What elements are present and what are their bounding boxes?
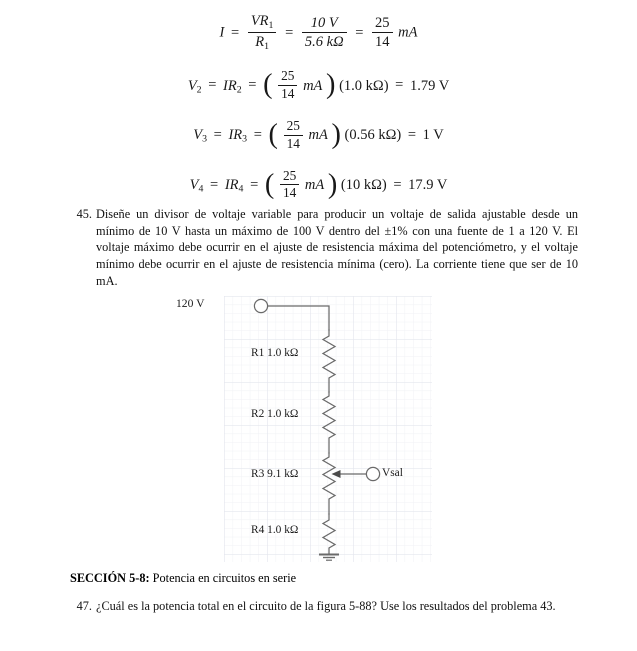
section-heading: [70, 571, 296, 586]
numerator-subscript: 1: [268, 19, 274, 31]
source-voltage-label: 120 V: [176, 297, 205, 310]
eq-result: 1 V: [422, 127, 444, 144]
component-label-r3: R3 9.1 kΩ: [251, 468, 299, 480]
eq-product-subscript: 2: [236, 84, 242, 96]
fraction-numerator: 25: [278, 69, 297, 86]
resistor-r3-symbol: [323, 453, 335, 514]
equals-sign: =: [395, 77, 404, 94]
equals-sign: =: [355, 24, 364, 41]
circuit-figure: [176, 296, 432, 562]
eq-factor: (10 kΩ): [340, 177, 387, 194]
equals-sign: =: [285, 24, 294, 41]
denominator-subscript: 1: [264, 40, 270, 52]
equation-v3: [0, 119, 637, 152]
output-voltage-label: Vsal: [382, 467, 403, 479]
unit-ma: mA: [308, 127, 328, 144]
unit-ma: mA: [398, 24, 418, 41]
circuit-schematic: [198, 296, 432, 562]
numerator-text: VR: [250, 13, 269, 30]
equals-sign: =: [393, 177, 402, 194]
eq-symbol-subscript: 3: [202, 133, 208, 145]
eq-symbol-v: V: [187, 77, 197, 94]
resistor-r2-symbol: [323, 392, 335, 453]
fraction-denominator: 14: [375, 33, 390, 50]
eq-symbol-subscript: 4: [198, 183, 204, 195]
wire-source-to-r1: [268, 306, 329, 330]
paren-close: ): [331, 119, 341, 151]
equals-sign: =: [253, 127, 262, 144]
eq-symbol-v: V: [189, 177, 199, 194]
component-label-r2: R2 1.0 kΩ: [251, 408, 299, 420]
equation-current: [0, 14, 637, 53]
fraction-numerator: 25: [284, 119, 303, 136]
ground-symbol: [319, 555, 339, 561]
component-label-r1: R1 1.0 kΩ: [251, 347, 299, 359]
fraction-numerator: 25: [372, 15, 393, 33]
equals-sign: =: [208, 77, 217, 94]
component-label-r4: R4 1.0 kΩ: [251, 524, 299, 536]
eq-product: IR: [228, 127, 243, 144]
eq-product-subscript: 3: [242, 133, 248, 145]
resistor-r1-symbol: [323, 330, 335, 392]
problem-47: [70, 598, 578, 615]
fraction-25-14: [278, 69, 297, 102]
equals-sign: =: [231, 24, 240, 41]
eq-symbol-I: I: [219, 24, 225, 41]
paren-open: (: [268, 119, 278, 151]
source-terminal-node: [254, 299, 267, 312]
section-label: SECCIÓN 5-8:: [70, 571, 150, 585]
equals-sign: =: [248, 77, 257, 94]
fraction-denominator: 5.6 kΩ: [304, 33, 344, 50]
fraction-10v-5k6: [302, 15, 347, 50]
eq-result: 1.79 V: [409, 77, 450, 94]
wiper-arrowhead: [332, 470, 341, 478]
fraction-denominator: [248, 33, 277, 52]
problem-text: ¿Cuál es la potencia total en el circuito de la figura 5-88? Use los resultados del problema 43.: [96, 599, 556, 613]
denominator-text: R: [255, 33, 265, 50]
eq-symbol-subscript: 2: [196, 84, 202, 96]
unit-ma: mA: [304, 177, 325, 194]
equals-sign: =: [213, 127, 222, 144]
section-title: Potencia en circuitos en serie: [152, 571, 297, 585]
fraction-25-14: [284, 119, 303, 152]
problem-number: 45.: [76, 207, 92, 221]
fraction-vr1-r1: [248, 13, 277, 52]
eq-symbol-v: V: [193, 127, 203, 144]
fraction-numerator: 10 V: [302, 15, 347, 33]
paren-open: (: [264, 169, 275, 200]
output-terminal-node: [366, 467, 379, 480]
fraction-numerator: [248, 13, 277, 33]
equations-block: [0, 14, 637, 219]
eq-factor: (1.0 kΩ): [339, 77, 389, 94]
unit-ma: mA: [303, 77, 323, 94]
problem-45: [70, 206, 578, 290]
eq-product: IR: [224, 177, 239, 194]
paren-close: ): [327, 169, 338, 200]
eq-factor: (0.56 kΩ): [344, 127, 402, 144]
equals-sign: =: [250, 177, 259, 194]
equation-v2: [0, 67, 637, 103]
problem-text: Diseñe un divisor de voltaje variable para producir un voltaje de salida ajustable desde un mínimo de 10 V hasta un máximo de 100 V dentro del ±1% con una fuente de 1 a 120 V. El voltaje máximo debe ocurrir en el ajuste de resistencia máxima del potenciómetro, y el voltaje mínimo debe ocurrir en el ajuste de resistencia mínima (cero). La corriente tiene que ser de 10 mA.: [96, 207, 578, 288]
eq-product-subscript: 4: [238, 183, 244, 195]
equation-v4: [0, 169, 637, 202]
fraction-denominator: 14: [286, 135, 300, 151]
fraction-denominator: 14: [281, 85, 295, 101]
problem-number: 47.: [76, 599, 92, 613]
resistor-r4-symbol: [323, 514, 335, 554]
equals-sign: =: [407, 127, 417, 144]
equals-sign: =: [210, 177, 219, 194]
paren-close: ): [326, 69, 336, 101]
fraction-25-14: [280, 169, 299, 202]
eq-result: 17.9 V: [408, 177, 448, 194]
fraction-numerator: 25: [280, 169, 299, 186]
fraction-25-14: [372, 15, 393, 50]
paren-open: (: [263, 69, 273, 101]
eq-product: IR: [223, 77, 237, 94]
fraction-denominator: 14: [282, 185, 297, 201]
